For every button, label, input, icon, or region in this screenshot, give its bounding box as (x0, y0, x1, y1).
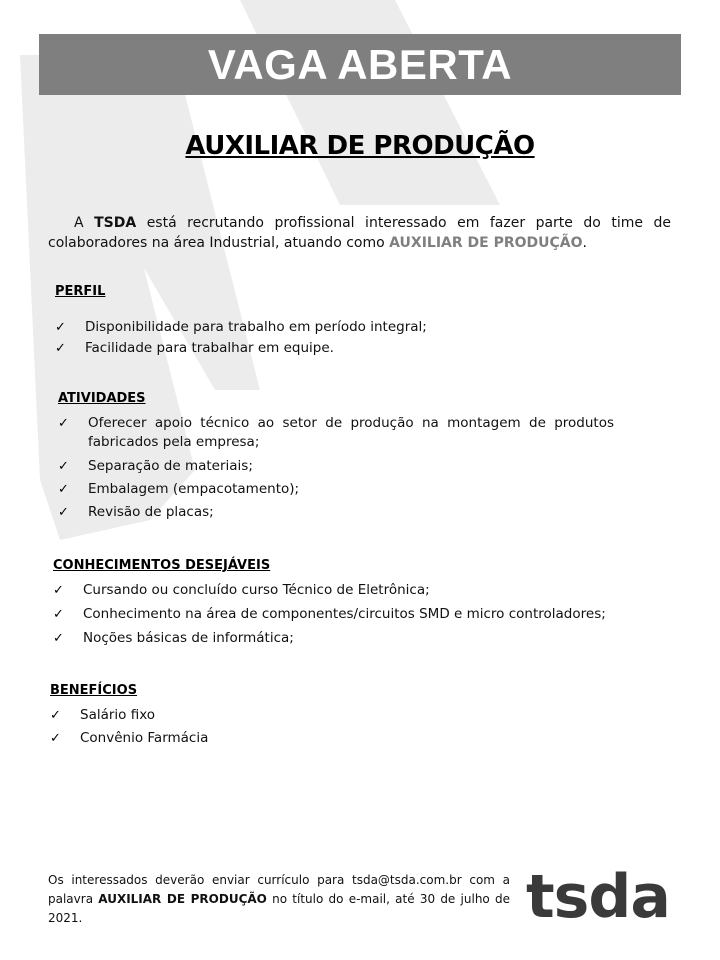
check-icon: ✓ (58, 482, 69, 497)
list-item (58, 457, 614, 476)
list-item-text: Conhecimento na área de componentes/circuitos SMD e micro controladores; (83, 606, 606, 622)
list-item-text: Cursando ou concluído curso Técnico de Eletrônica; (83, 582, 430, 598)
watermark-shape-right (240, 0, 500, 205)
list-item-text: Convênio Farmácia (80, 730, 209, 746)
check-icon: ✓ (58, 416, 69, 431)
check-icon: ✓ (53, 583, 64, 598)
list-item-text: Oferecer apoio técnico ao setor de produção na montagem de produtos fabricados pela empresa; (88, 415, 614, 450)
intro-text-2: está recrutando profissional interessado em fazer parte do time de colaboradores na área Industrial, atuando como (48, 215, 672, 251)
job-title: AUXILIAR DE PRODUÇÃO (185, 131, 535, 161)
section-atividades (58, 391, 614, 522)
list-item-text: Revisão de placas; (88, 504, 214, 520)
application-instructions (48, 871, 510, 928)
banner-title: VAGA ABERTA (207, 40, 513, 88)
check-icon: ✓ (55, 320, 66, 335)
intro-role: AUXILIAR DE PRODUÇÃO (389, 235, 583, 251)
list-item-text: Facilidade para trabalhar em equipe. (85, 340, 334, 356)
check-icon: ✓ (50, 731, 61, 746)
list-item (53, 629, 673, 648)
footer-text-1: Os interessados deverão enviar currículo para tsda@tsda.com.br com a palavra (48, 873, 510, 906)
section-perfil (55, 284, 655, 358)
section-beneficios (50, 683, 450, 748)
beneficios-list (50, 706, 450, 748)
list-item (50, 706, 450, 725)
list-item (58, 503, 614, 522)
list-item (53, 605, 673, 624)
conhecimentos-list (53, 581, 673, 648)
list-item-text: Salário fixo (80, 707, 156, 723)
list-item (58, 480, 614, 499)
footer-role: AUXILIAR DE PRODUÇÃO (98, 892, 267, 906)
section-heading-conhecimentos: CONHECIMENTOS DESEJÁVEIS (53, 558, 271, 573)
intro-text-3: . (582, 235, 587, 251)
intro-text-1: A (74, 215, 95, 231)
atividades-list (58, 414, 614, 522)
check-icon: ✓ (53, 607, 64, 622)
list-item (50, 729, 450, 748)
header-banner (39, 34, 681, 95)
check-icon: ✓ (50, 708, 61, 723)
list-item-text: Disponibilidade para trabalho em período integral; (85, 319, 427, 335)
tsda-logo: tsda (526, 862, 670, 932)
section-heading-beneficios: BENEFÍCIOS (50, 683, 138, 698)
list-item (55, 339, 655, 358)
list-item-text: Separação de materiais; (88, 458, 253, 474)
section-conhecimentos (53, 558, 673, 648)
footer-text-2: no título do e-mail, até 30 de julho de 2021. (48, 892, 510, 925)
check-icon: ✓ (55, 341, 66, 356)
list-item-text: Noções básicas de informática; (83, 630, 294, 646)
list-item (53, 581, 673, 600)
list-item (58, 414, 614, 452)
intro-paragraph (48, 213, 671, 253)
list-item-text: Embalagem (empacotamento); (88, 481, 300, 497)
check-icon: ✓ (58, 459, 69, 474)
check-icon: ✓ (58, 505, 69, 520)
perfil-list (55, 318, 655, 358)
section-heading-perfil: PERFIL (55, 284, 106, 299)
check-icon: ✓ (53, 631, 64, 646)
list-item (55, 318, 655, 337)
intro-company: TSDA (94, 215, 137, 231)
section-heading-atividades: ATIVIDADES (58, 391, 146, 406)
